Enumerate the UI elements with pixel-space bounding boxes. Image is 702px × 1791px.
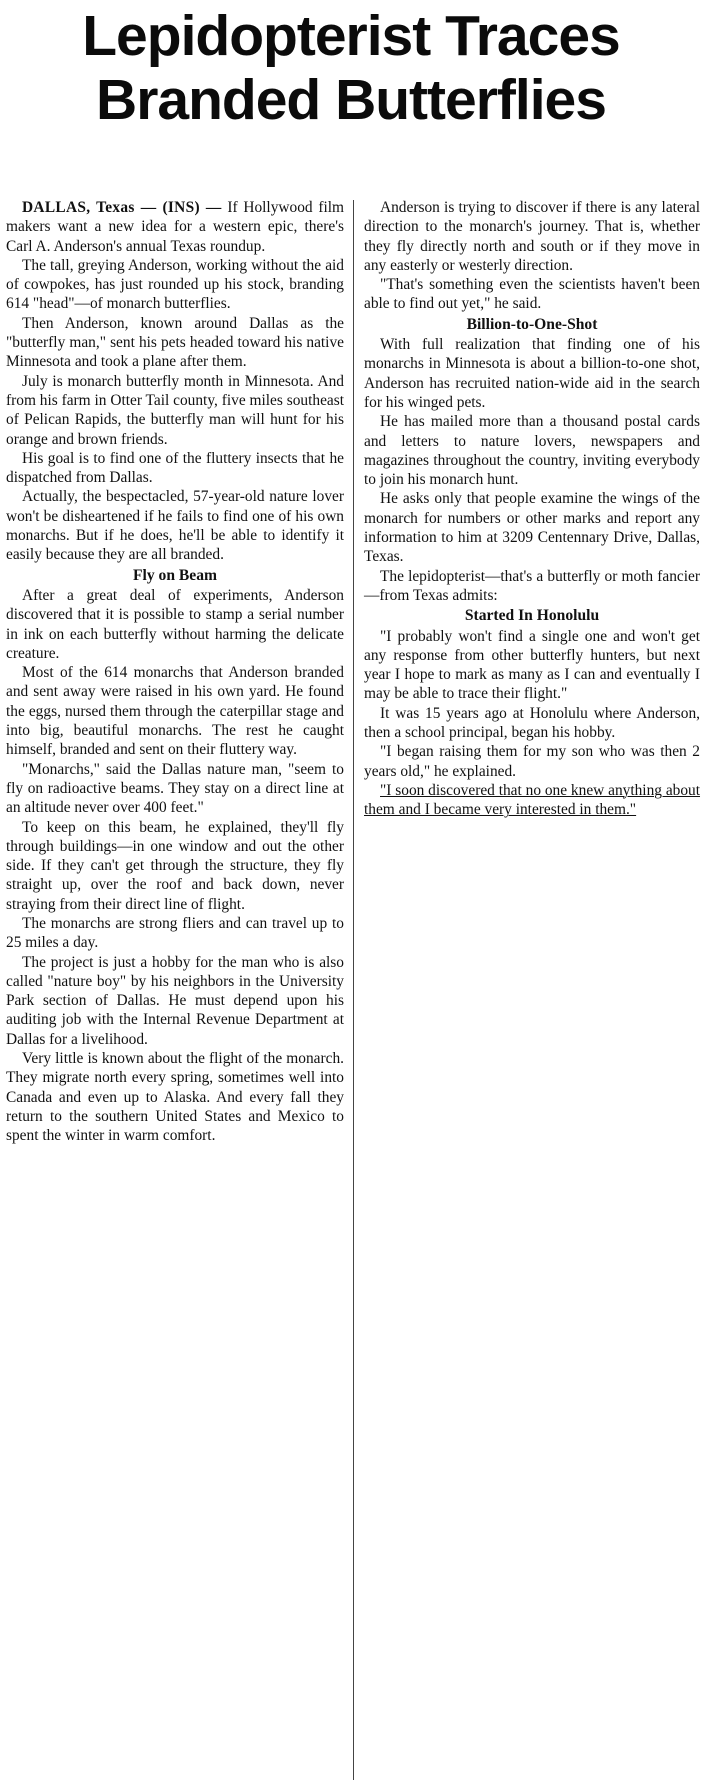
column-rule [353, 200, 354, 1780]
article-paragraph: Very little is known about the flight of the monarch. They migrate north every spring, sometimes well into Canada and even up to Alaska. And every fall they return to the southern United States and Mexico to spent the winter in warm comfort. [6, 1050, 344, 1145]
article-paragraph: "I soon discovered that no one knew anything about them and I became very interested in them." [364, 781, 701, 819]
subhead-fly-on-beam: Fly on Beam [132, 566, 218, 584]
article-paragraph: "Monarchs," said the Dallas nature man, "seem to fly on radioactive beams. They stay on a direct line at an altitude never over 400 feet." [6, 760, 344, 817]
article-paragraph: July is monarch butterfly month in Minnesota. And from his farm in Otter Tail county, five miles southeast of Pelican Rapids, the butterfly man will hunt for his orange and brown friends. [6, 372, 344, 448]
subhead-started-in-honolulu: Started In Honolulu [464, 607, 600, 625]
article-paragraph: Actually, the bespectacled, 57-year-old nature lover won't be disheartened if he fails to find one of his own monarchs. But if he does, he'll be able to identify it easily because they are all branded. [6, 488, 344, 564]
article-paragraph: It was 15 years ago at Honolulu where Anderson, then a school principal, began his hobby. [364, 704, 700, 742]
dateline: DALLAS, Texas — (INS) — [22, 199, 222, 216]
article-paragraph: He asks only that people examine the wings of the monarch for numbers or other marks and report any information to him at 3209 Centennary Drive, Dallas, Texas. [364, 490, 700, 566]
article-paragraph: "I began raising them for my son who was then 2 years old," he explained. [364, 743, 700, 780]
article-column-left [6, 198, 344, 1146]
article-paragraph: With full realization that finding one of his monarchs in Minnesota is about a billion-to-one shot, Anderson has recruited nation-wide aid in the search for his winged pets. [364, 336, 700, 411]
paragraph-text: If Hollywood film makers want a new idea for a western epic, there's Carl A. Anderson's annual Texas roundup. [6, 199, 344, 255]
headline-line-2: Branded Butterflies [96, 68, 606, 132]
article-paragraph: The lepidopterist—that's a butterfly or moth fancier—from Texas admits: [364, 567, 700, 604]
article-paragraph: After a great deal of experiments, Anderson discovered that it is possible to stamp a serial number in ink on each butterfly without harming the delicate creature. [6, 586, 344, 662]
headline [0, 4, 702, 132]
article-paragraph: His goal is to find one of the fluttery insects that he dispatched from Dallas. [6, 449, 344, 487]
article-paragraph: Anderson is trying to discover if there is any lateral direction to the monarch's journey. That is, whether they fly directly north and south or if they move in any easterly or westerly direction. [364, 199, 700, 274]
article-paragraph: To keep on this beam, he explained, they'll fly through buildings—in one window and out the other side. If they can't get through the structure, they fly straight up, over the roof and back down, never straying from their direct line of flight. [6, 818, 344, 913]
article-paragraph: "I probably won't find a single one and won't get any response from other butterfly hunters, but next year I hope to mark as many as I can and eventually I may be able to trace their flight." [364, 627, 700, 703]
article-paragraph: Most of the 614 monarchs that Anderson branded and sent away were raised in his own yard. He found the eggs, nursed them through the caterpillar stage and into big, beautiful monarchs. The rest he caught himself, branded and sent on their fluttery way. [6, 664, 344, 759]
article-paragraph: The project is just a hobby for the man who is also called "nature boy" by his neighbors in the University Park section of Dallas. He must depend upon his auditing job with the Internal Revenue Department at Dallas for a livelihood. [6, 953, 344, 1048]
article-paragraph: The tall, greying Anderson, working without the aid of cowpokes, has just rounded up his stock, branding 614 "head"—of monarch butterflies. [6, 256, 344, 313]
article-paragraph: He has mailed more than a thousand postal cards and letters to nature lovers, newspapers and magazines throughout the country, inviting everybody to join his monarch hunt. [364, 413, 700, 489]
article-column-right [364, 198, 700, 820]
article-paragraph [6, 198, 344, 256]
headline-line-1: Lepidopterist Traces [82, 4, 620, 68]
subhead-billion-to-one-shot: Billion-to-One-Shot [466, 315, 598, 333]
article-paragraph: Then Anderson, known around Dallas as the "butterfly man," sent his pets headed toward his native Minnesota and took a plane after them. [6, 314, 344, 371]
article-paragraph: "That's something even the scientists haven't been able to find out yet," he said. [364, 276, 700, 313]
article-paragraph: The monarchs are strong fliers and can travel up to 25 miles a day. [6, 914, 344, 952]
